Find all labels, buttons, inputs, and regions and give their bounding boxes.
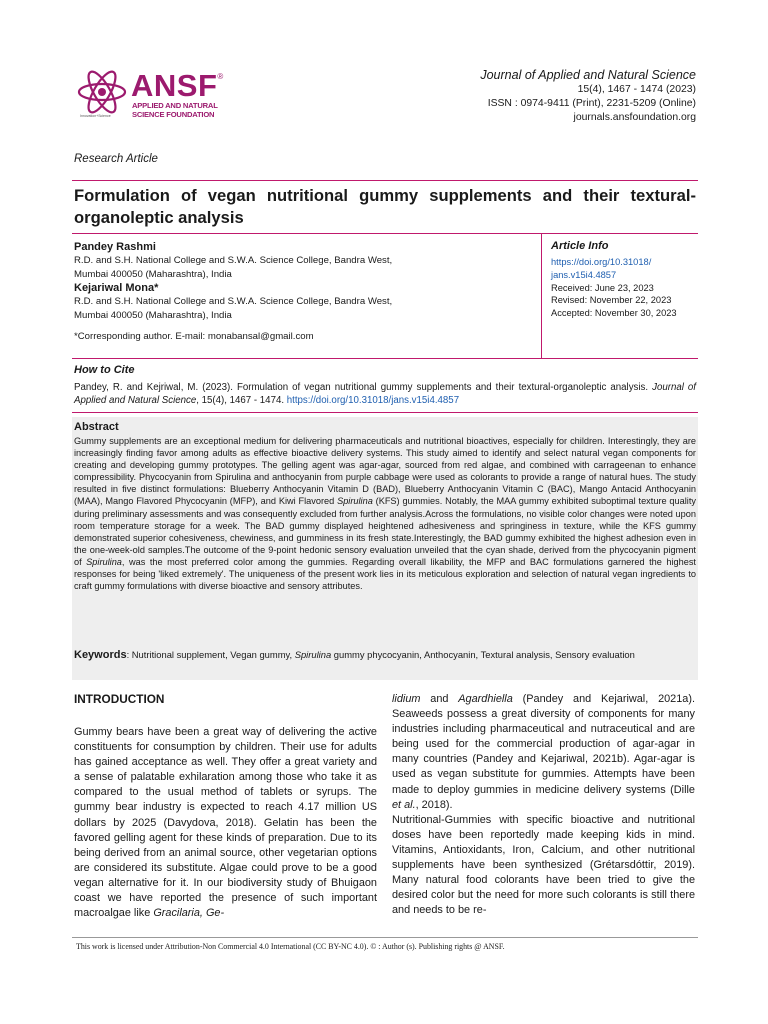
article-info <box>551 239 698 320</box>
body-column-left <box>74 692 377 921</box>
atom-icon <box>76 66 128 120</box>
author-affiliation: R.D. and S.H. National College and S.W.A. Science College, Bandra West, <box>74 255 393 266</box>
author-name: Pandey Rashmi <box>74 241 156 253</box>
author-affiliation: Mumbai 400050 (Maharashtra), India <box>74 268 232 280</box>
abstract-text: Gummy supplements are an exceptional medium for delivering pharmaceuticals and nutritional bioactives, especially for children. Interestingly, they are increasingly finding favor among adults as effective bioactive delivery systems. This study aimed to identify and select natural vegan components for creating and developing gummy prototypes. The gelling agent was agar-agar, sourced from red algae, and combined with carrageenan to enhance compressibility. Phycocyanin from Spirulina and anthocyanin from purple cabbage were used as colorants to provide a range of natural hues. The study resulted in five distinct formulations: Blueberry Anthocyanin Vitamin D (BAD), Blueberry Anthocyanin Vitamin C (BAC), Mango Antacid Anthocyanin (MAA), Mango Flavored Phycocyanin (MFP), and Kiwi Flavored Spirulina (KFS) gummies. Notably, the MAA gummy exhibited suboptimal texture quality during preliminary assessments and was consequently excluded from further analysis.Across the formulations, no visible color changes were noted upon room temperature storage for a week. The BAD gummy displayed heightened adhesiveness and springiness in texture, while the KFS gummy demonstrated superior cohesiveness, chewiness, and gumminess in its fresh state.Interestingly, the BAD gummy exhibited the highest adhesion even in the one-week-old samples.The outcome of the 9-point hedonic sensory evaluation unveiled that the cyan shade, derived from the phycocyanin pigment of Spirulina, was the most preferred color among the gummies. Regarding overall likability, the MFP and BAC formulations garnered the highest responses for being 'liked extremely'. The uniqueness of the present work lies in its meticulous exploration and selection of natural vegan ingredients to craft gummy formulations with diverse bioactive and sensory attributes. <box>74 436 696 592</box>
author-block <box>74 240 539 344</box>
author-affiliation: Mumbai 400050 (Maharashtra), India <box>74 309 232 321</box>
logo-subtitle: APPLIED AND NATURAL SCIENCE FOUNDATION <box>132 101 218 119</box>
body-paragraph: lidium and Agardhiella (Pandey and Kejariwal, 2021a). Seaweeds possess a great diversity of components for many industries including pharmaceutical and nutraceutical and are being used for the commercial production of agar-agar in many countries (Pandey and Kejariwal, 2021b). Agar-agar is used as vegan substitute for gummies. Attempts have been made to deploy gummies in medicine delivery systems (Dille et al., 2018). <box>392 693 695 811</box>
vertical-divider <box>541 234 542 358</box>
journal-info <box>480 67 696 125</box>
article-title: Formulation of vegan nutritional gummy supplements and their textural-organoleptic analysis <box>74 186 696 227</box>
logo-tagline: Innovation+Science <box>80 114 111 118</box>
journal-website[interactable]: journals.ansfoundation.org <box>573 112 696 123</box>
divider <box>72 180 698 181</box>
body-column-right <box>392 692 695 918</box>
divider <box>72 412 698 413</box>
citation-text: Pandey, R. and Kejriwal, M. (2023). Formulation of vegan nutritional gummy supplements and their textural-organoleptic analysis. Journal of Applied and Natural Science, 15(4), 1467 - 1474. https://doi.org/10.31018/jans.v15i4.4857 <box>74 382 696 407</box>
revised-date: Revised: November 22, 2023 <box>551 295 672 306</box>
article-type: Research Article <box>74 153 158 165</box>
ansf-logo <box>76 66 256 122</box>
body-paragraph: Gummy bears have been a great way of delivering the active constituents for consumption by children. Their use for adults has gained acceptance as well. They offer a great variety and a sense of palatable exhilaration among those who take it as compared to the usual method of tablets or syrups. The gummy bear industry is expected to reach 4.17 million US dollars by 2025 (Davydova, 2018). Gelatin has been the favored gelling agent for these kinds of preparation. Due to its being derived from an animal source, other vegetarian options are considered its substitute. Algae could prove to be a good vegan alternative for it. In our biodiversity study of Bhuigaon coast we have reported the presence of such important macroalgae like Gracilaria, Ge- <box>74 726 377 920</box>
journal-issn: ISSN : 0974-9411 (Print), 2231-5209 (Online) <box>487 98 696 109</box>
citation-doi-link[interactable]: https://doi.org/10.31018/jans.v15i4.4857 <box>286 395 460 407</box>
license-footer: This work is licensed under Attribution-Non Commercial 4.0 International (CC BY-NC 4.0). © : Author (s). Publishing rights @ ANSF. <box>76 942 505 951</box>
abstract-heading: Abstract <box>74 421 119 433</box>
article-info-heading: Article Info <box>551 240 609 252</box>
author-affiliation: R.D. and S.H. National College and S.W.A. Science College, Bandra West, <box>74 296 393 307</box>
doi-link[interactable]: https://doi.org/10.31018/ jans.v15i4.4857 <box>551 257 652 280</box>
accepted-date: Accepted: November 30, 2023 <box>551 308 677 319</box>
author-name: Kejariwal Mona* <box>74 282 159 294</box>
journal-name: Journal of Applied and Natural Science <box>480 68 696 82</box>
how-to-cite-heading: How to Cite <box>74 364 135 376</box>
keywords-label: Keywords <box>74 649 127 661</box>
footer-divider <box>72 937 698 938</box>
journal-volume: 15(4), 1467 - 1474 (2023) <box>577 84 696 95</box>
divider <box>72 358 698 359</box>
divider <box>72 233 698 234</box>
introduction-heading: INTRODUCTION <box>74 692 165 706</box>
keywords: Keywords: Nutritional supplement, Vegan gummy, Spirulina gummy phycocyanin, Anthocyanin, Textural analysis, Sensory evaluation <box>74 649 635 661</box>
corresponding-author: *Corresponding author. E-mail: monabansal@gmail.com <box>74 331 314 342</box>
received-date: Received: June 23, 2023 <box>551 282 654 293</box>
logo-wordmark: ANSF® <box>131 68 224 103</box>
body-paragraph: Nutritional-Gummies with specific bioactive and nutritional doses have been reportedly made keeping kids in mind. Vitamins, Antioxidants, Iron, Calcium, and other nutritional supplements have been synthesized (Grétarsdóttir, 2019). Many natural food colorants have been tried to give the desired color but the need for more such colorants is still there and needs to be re- <box>392 813 695 917</box>
